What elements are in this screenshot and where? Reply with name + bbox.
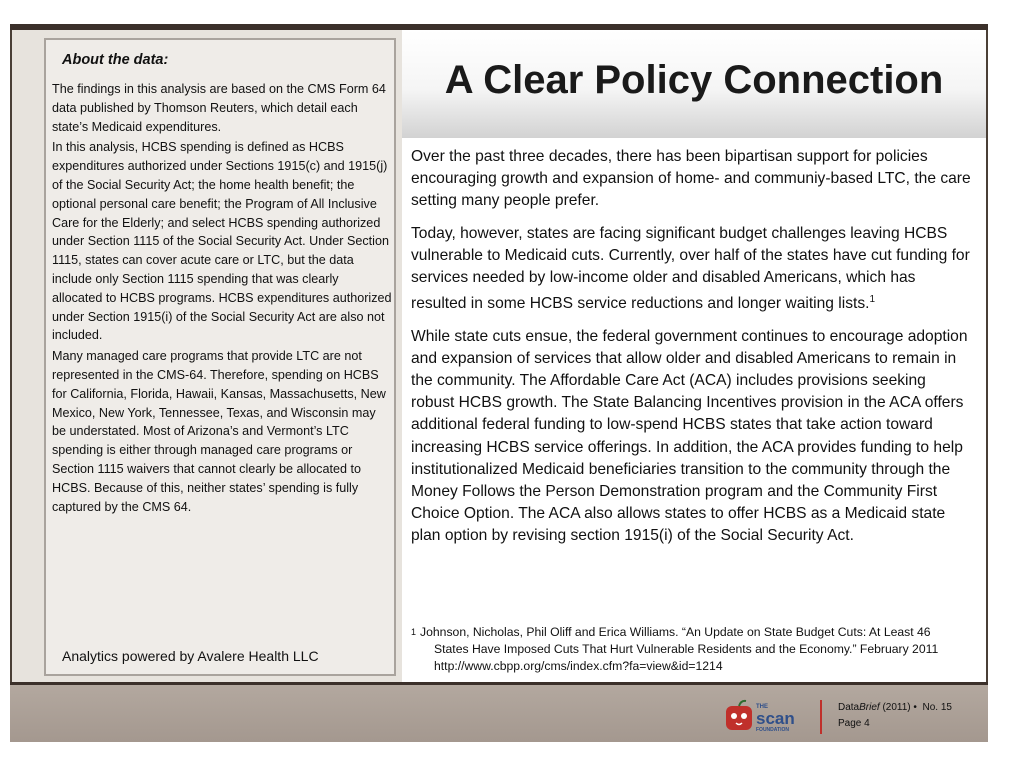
footnote-reference: 1 [869, 294, 876, 306]
footnote [411, 624, 971, 676]
body-paragraph-text: Today, however, states are facing significant budget challenges leaving HCBS vulnerable to Medicaid cuts. Currently, over half of the states have cut funding for services needed by low-income older and disabled Americans, which has resulted in some HCBS service reductions and longer waiting lists. [411, 224, 970, 313]
brief-prefix: Data [838, 702, 860, 713]
footnote-body [420, 624, 960, 676]
brief-italic: Brief [859, 702, 880, 713]
brief-line [838, 700, 952, 716]
footnote-marker: 1 [411, 627, 417, 637]
slide-title: A Clear Policy Connection [444, 58, 944, 102]
logo-text-bottom: FOUNDATION [756, 727, 789, 733]
logo-apple-icon [726, 706, 752, 730]
main-body-text [411, 146, 971, 558]
body-paragraph: While state cuts ensue, the federal government continues to encourage adoption and expansion of services that allow older and disabled Americans to remain in the community. The Affordable Care Act (ACA) includes provisions seeking robust HCBS growth. The State Balancing Incentives provision in the ACA offers additional federal funding to low-spend HCBS states that take action toward increasing HCBS service offerings. In addition, the ACA provides funding to help institutionalized Medicaid beneficiaries transition to the community through the Money Follows the Person Demonstration program and the Community First Choice Option. The ACA also allows states to offer HCBS as a Medicaid state plan option by revising section 1915(i) of the Social Security Act. [411, 327, 968, 545]
logo-text-top: THE [756, 704, 768, 710]
body-paragraph [411, 223, 971, 316]
logo-leaf-icon [739, 701, 746, 706]
footnote-line: States Have Imposed Cuts That Hurt Vulnerable Residents and the Economy.” February 2011 [434, 642, 939, 657]
scan-foundation-logo [724, 698, 816, 734]
footnote-url[interactable]: http://www.cbpp.org/cms/index.cfm?fa=view&id=1214 [434, 659, 723, 674]
brief-info [838, 700, 952, 732]
brief-bullet: • [913, 702, 917, 713]
logo-face-left-icon [731, 713, 737, 719]
sidebar-paragraph: The findings in this analysis are based on the CMS Form 64 data published by Thomson Reuters, which detail each state’s Medicaid expenditures. [52, 82, 386, 134]
body-paragraph: Over the past three decades, there has been bipartisan support for policies encouraging growth and expansion of home- and communiy-based LTC, the care setting many people prefer. [411, 148, 971, 210]
logo-face-right-icon [741, 713, 747, 719]
page-label: Page 4 [838, 718, 870, 729]
sidebar-body [52, 80, 392, 518]
slide-top-bar [0, 0, 1024, 22]
sidebar-paragraph: Many managed care programs that provide LTC are not represented in the CMS-64. Therefore, spending on HCBS for California, Florida, Hawaii, Kansas, Massachusetts, New Mexico, New York, Tennessee, Texas, and Wisconsin may be understated. Most of Arizona’s and Vermont’s LTC spending is either through managed care programs or Section 1115 waivers that cannot clearly be allocated to HCBS. Because of this, neither states’ spending is fully captured by the CMS 64. [52, 349, 386, 514]
footnote-line: Johnson, Nicholas, Phil Oliff and Erica Williams. “An Update on State Budget Cuts: At Least 46 [420, 625, 931, 639]
brief-year: (2011) [882, 702, 911, 713]
sidebar-heading: About the data: [62, 52, 169, 68]
logo-divider [820, 700, 822, 734]
logo-text-main: scan [756, 709, 795, 728]
brief-number: No. 15 [922, 702, 952, 713]
sidebar-footer: Analytics powered by Avalere Health LLC [62, 648, 319, 664]
about-data-sidebar [44, 38, 396, 676]
sidebar-paragraph: In this analysis, HCBS spending is defined as HCBS expenditures authorized under Sections 1915(c) and 1915(j) of the Social Security Act; the home health benefit; the optional personal care benefit; the Program of All Inclusive Care for the Elderly; and select HCBS spending authorized under Section 1115 of the Social Security Act. Under Section 1115, states can cover acute care or LTC, but the data include only Section 1115 spending that was clearly allocated to HCBS programs. HCBS expenditures authorized under Section 1915(i) of the Social Security Act are also not included. [52, 140, 392, 343]
